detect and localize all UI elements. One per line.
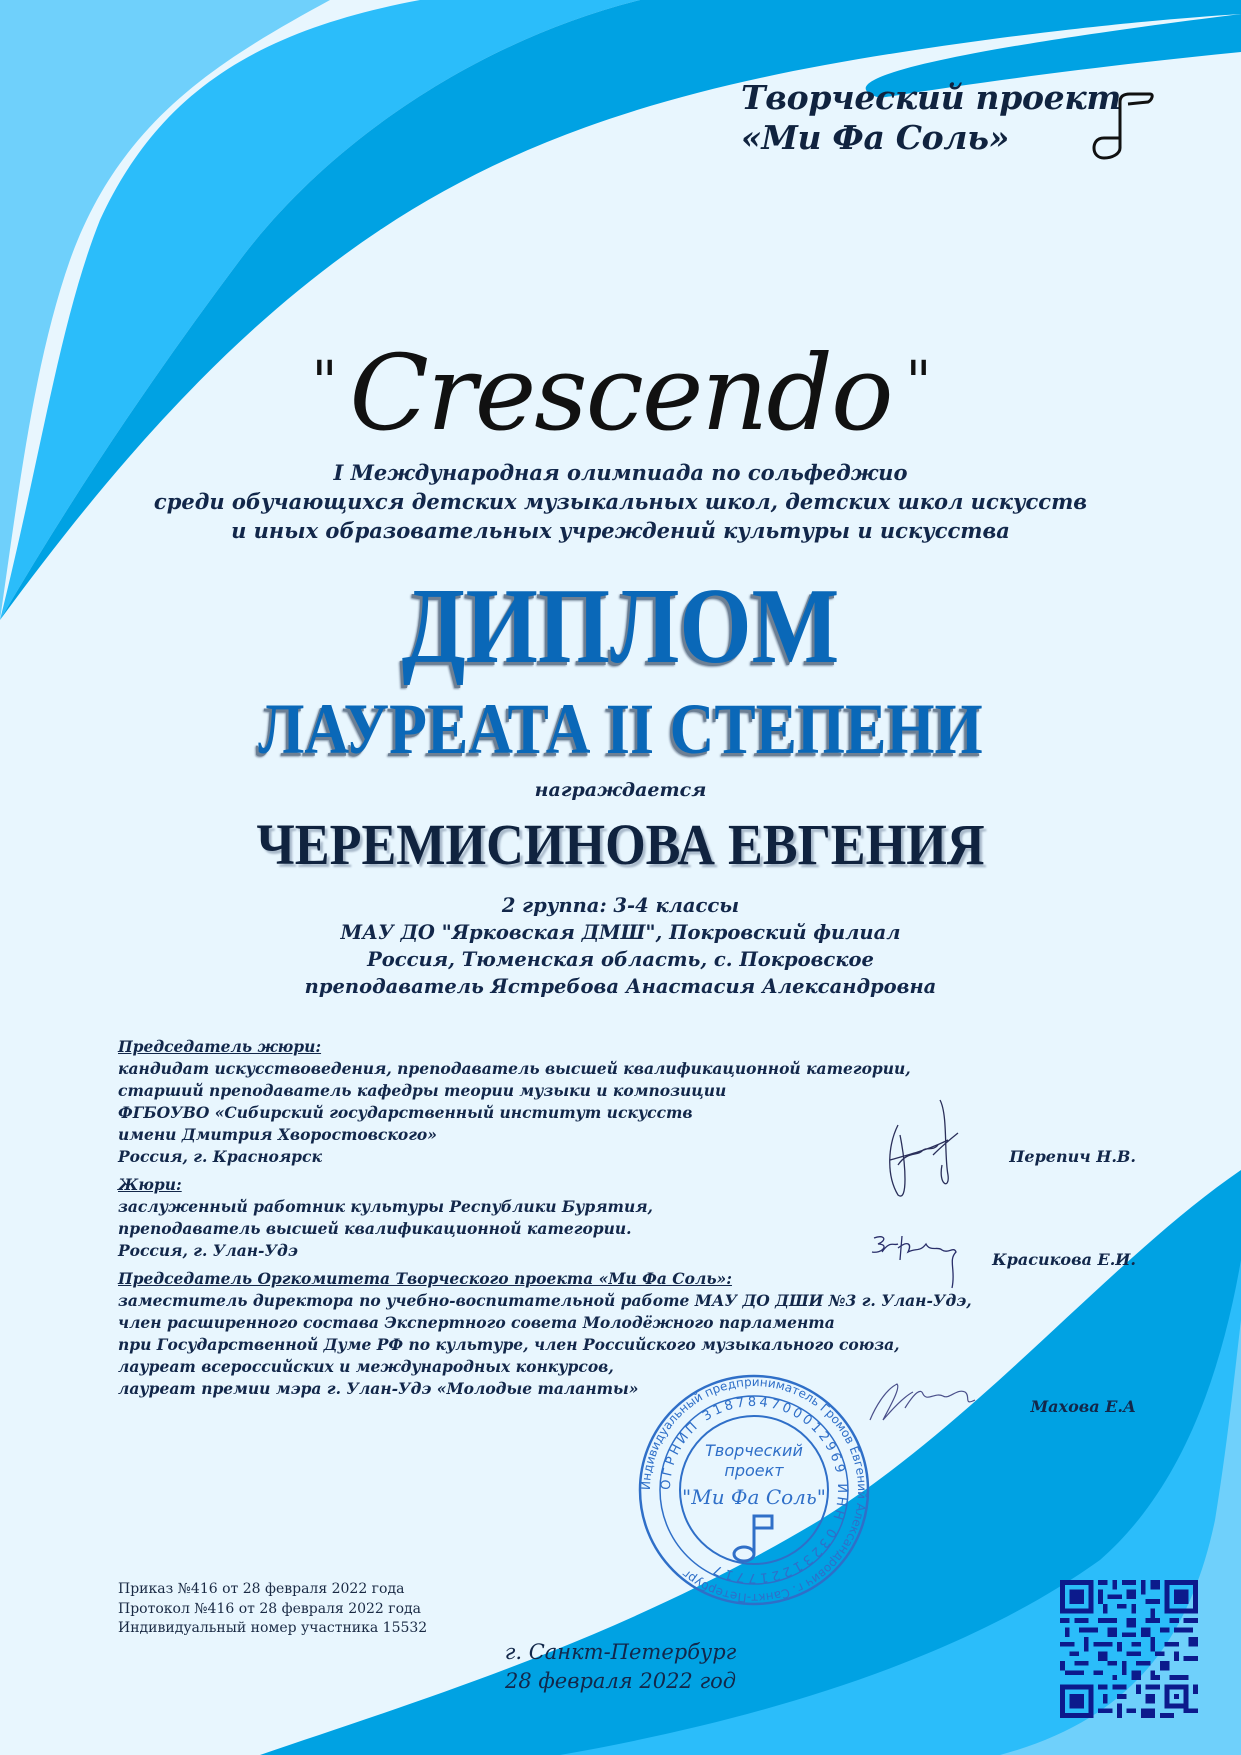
signer-name-perepich: Перепич Н.В.	[1009, 1147, 1136, 1166]
signer-name-krasikova: Красикова Е.И.	[992, 1250, 1136, 1269]
subtitle-line: и иных образовательных учреждений культуры и искусства	[231, 518, 1010, 543]
detail-location: Россия, Тюменская область, с. Покровское	[367, 948, 874, 971]
jury-line: заместитель директора по учебно-воспитательной работе МАУ ДО ДШИ №3 г. Улан-Удэ,	[118, 1291, 972, 1310]
detail-teacher: преподаватель Ястребова Анастасия Александровна	[304, 975, 937, 998]
open-quote: "	[311, 350, 336, 415]
close-quote: "	[905, 350, 930, 415]
jury-chair	[118, 1036, 938, 1168]
stamp-line-3: "Ми Фа Соль"	[682, 1485, 826, 1509]
issue-date: 28 февраля 2022 год	[504, 1669, 737, 1693]
jury-line: имени Дмитрия Хворостовского»	[118, 1125, 437, 1144]
signature-makhova-icon	[865, 1378, 980, 1428]
jury-line: член расширенного состава Экспертного совета Молодёжного парламента	[118, 1313, 835, 1332]
footer-info	[118, 1580, 427, 1639]
recipient-details	[0, 892, 1241, 1000]
event-title-text: Crescendo	[349, 332, 892, 454]
stamp-line-1: Творческий	[705, 1441, 803, 1460]
stamp-line-2: проект	[724, 1461, 784, 1480]
recipient-name: ЧЕРЕМИСИНОВА ЕВГЕНИЯ	[256, 812, 985, 877]
event-subtitle	[0, 458, 1241, 545]
detail-school: МАУ ДО "Ярковская ДМШ", Покровский филиал	[340, 921, 901, 944]
jury-line: старший преподаватель кафедры теории музыки и композиции	[118, 1081, 727, 1100]
issue-city: г. Санкт-Петербург	[504, 1640, 737, 1664]
jury-line: лауреат всероссийских и международных конкурсов,	[118, 1357, 614, 1376]
stamp-outer-ring: Индивидуальный предприниматель Громов Евгений Александрович г. Санкт-Петербург	[638, 1374, 870, 1606]
stamp-music-note-icon	[734, 1516, 772, 1561]
detail-group: 2 группа: 3-4 классы	[501, 894, 740, 917]
jury-section	[118, 1036, 972, 1406]
brand-line-1: Творческий проект	[741, 78, 1122, 117]
qr-code-icon[interactable]	[1060, 1580, 1198, 1718]
brand-line-2: «Ми Фа Соль»	[741, 118, 1010, 157]
diploma-title: ДИПЛОМ	[401, 567, 840, 686]
jury-heading: Председатель Оргкомитета Творческого проекта «Ми Фа Соль»:	[118, 1269, 732, 1288]
order-number: Приказ №416 от 28 февраля 2022 года	[118, 1581, 405, 1597]
jury-member	[118, 1174, 938, 1262]
protocol-number: Протокол №416 от 28 февраля 2022 года	[118, 1600, 422, 1617]
jury-heading: Председатель жюри:	[118, 1037, 322, 1056]
project-brand	[741, 78, 1121, 158]
subtitle-line: среди обучающихся детских музыкальных школ, детских школ искусств	[153, 489, 1088, 514]
diploma-degree: ЛАУРЕАТА II СТЕПЕНИ	[258, 689, 983, 769]
org-chair	[118, 1268, 972, 1400]
subtitle-line: I Международная олимпиада по сольфеджио	[333, 460, 908, 485]
jury-line: кандидат искусствоведения, преподаватель высшей квалификационной категории,	[118, 1059, 911, 1078]
signature-krasikova-icon	[868, 1230, 968, 1300]
jury-line: ФГБОУВО «Сибирский государственный институт искусств	[118, 1103, 693, 1122]
jury-line: Россия, г. Красноярск	[118, 1147, 322, 1166]
issue-place-date	[0, 1638, 1241, 1696]
jury-line: лауреат премии мэра г. Улан-Удэ «Молодые таланты»	[118, 1379, 639, 1398]
music-note-icon	[1090, 88, 1156, 160]
jury-heading: Жюри:	[118, 1175, 182, 1194]
official-stamp	[636, 1372, 872, 1608]
signature-perepich-icon	[878, 1095, 963, 1205]
jury-line: преподаватель высшей квалификационной категории.	[118, 1219, 632, 1238]
event-title	[0, 318, 1241, 458]
signer-name-makhova: Махова Е.А	[1030, 1397, 1136, 1416]
jury-line: Россия, г. Улан-Удэ	[118, 1241, 298, 1260]
participant-id: Индивидуальный номер участника 15532	[118, 1620, 428, 1636]
jury-line: при Государственной Думе РФ по культуре, член Российского музыкального союза,	[118, 1335, 900, 1354]
awarded-label: награждается	[534, 779, 707, 801]
jury-line: заслуженный работник культуры Республики Бурятия,	[118, 1197, 653, 1216]
stamp-inner-ring: ОГРНИП 318784700012969 ИНН 032312217717	[658, 1394, 850, 1586]
